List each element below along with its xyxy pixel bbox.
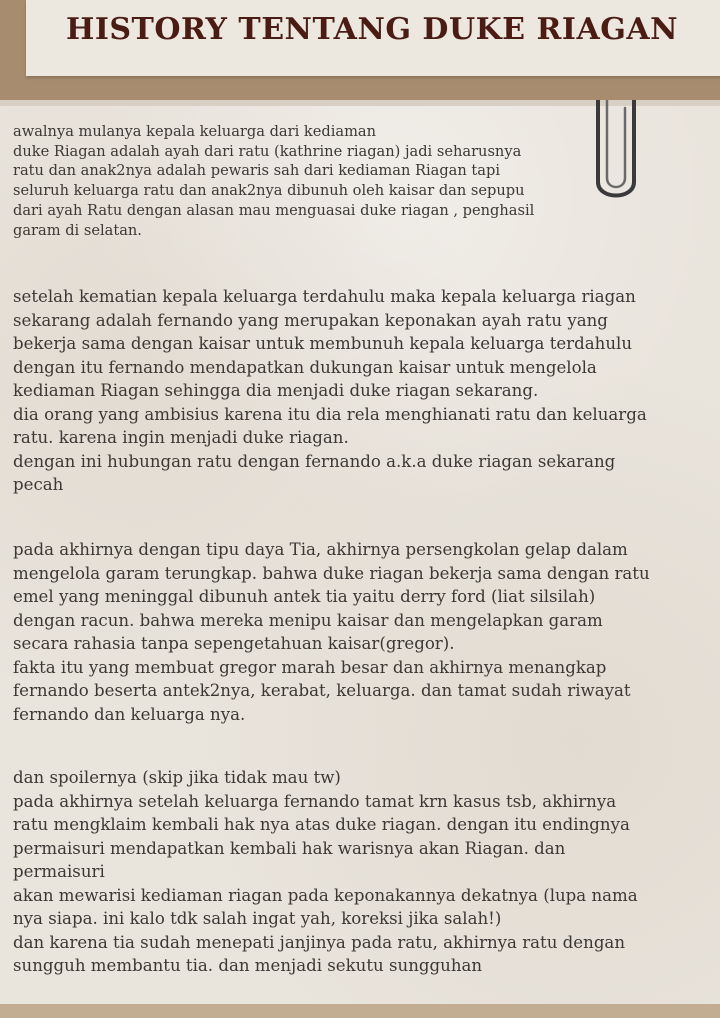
paragraph-line: fakta itu yang membuat gregor marah besar dan akhirnya menangkap: [13, 657, 607, 677]
paragraph-line: sungguh membantu tia. dan menjadi sekutu sungguhan: [13, 956, 483, 975]
intro-line: awalnya mulanya kepala keluarga dari kediaman: [13, 123, 377, 140]
intro-line: garam di selatan.: [13, 221, 142, 239]
paragraph-line: pada akhirnya setelah keluarga fernando tamat krn kasus tsb, akhirnya: [13, 791, 617, 811]
paragraph-line: secara rahasia tanpa sepengetahuan kaisar(gregor).: [13, 634, 455, 653]
paragraph-line: dan karena tia sudah menepati janjinya pada ratu, akhirnya ratu dengan: [13, 932, 626, 952]
paragraph-line: fernando beserta antek2nya, kerabat, keluarga. dan tamat sudah riwayat: [13, 681, 631, 700]
paragraph-line: setelah kematian kepala keluarga terdahulu maka kepala keluarga riagan: [13, 287, 636, 306]
paragraph-line: dengan racun. bahwa mereka menipu kaisar dan mengelapkan garam: [13, 610, 603, 630]
intro-line: duke Riagan adalah ayah dari ratu (kathrine riagan) jadi seharusnya: [13, 142, 522, 160]
paragraph-line: dengan ini hubungan ratu dengan fernando a.k.a duke riagan sekarang: [13, 451, 616, 471]
paragraph-fernando: [13, 285, 713, 497]
paragraph-line: bekerja sama dengan kaisar untuk membunuh kepala keluarga terdahulu: [13, 334, 633, 353]
paragraph-line: akan mewarisi kediaman riagan pada keponakannya dekatnya (lupa nama: [13, 885, 638, 905]
paragraph-line: dan spoilernya (skip jika tidak mau tw): [13, 768, 341, 787]
paragraph-line: sekarang adalah fernando yang merupakan keponakan ayah ratu yang: [13, 310, 608, 330]
paragraph-line: dengan itu fernando mendapatkan dukungan kaisar untuk mengelola: [13, 357, 597, 377]
intro-line: dari ayah Ratu dengan alasan mau menguasai duke riagan , penghasil: [13, 201, 535, 219]
paragraph-line: pada akhirnya dengan tipu daya Tia, akhirnya persengkolan gelap dalam: [13, 540, 628, 559]
paragraph-line: mengelola garam terungkap. bahwa duke riagan bekerja sama dengan ratu: [13, 563, 650, 583]
intro-line: seluruh keluarga ratu dan anak2nya dibunuh oleh kaisar dan sepupu: [13, 182, 525, 200]
paragraph-conspiracy: [13, 538, 713, 726]
paragraph-line: ratu. karena ingin menjadi duke riagan.: [13, 428, 349, 447]
paragraph-line: permaisuri: [13, 862, 105, 881]
paragraph-line: nya siapa. ini kalo tdk salah ingat yah, koreksi jika salah!): [13, 909, 502, 928]
paperclip-icon: [588, 100, 644, 210]
intro-line: ratu dan anak2nya adalah pewaris sah dari kediaman Riagan tapi: [13, 162, 500, 180]
paragraph-line: dia orang yang ambisius karena itu dia rela menghianati ratu dan keluarga: [13, 404, 647, 424]
paragraph-line: pecah: [13, 475, 64, 494]
page-title: HISTORY TENTANG DUKE RIAGAN: [66, 12, 679, 47]
bottom-edge: [0, 1004, 720, 1018]
paragraph-line: emel yang meninggal dibunuh antek tia yaitu derry ford (liat silsilah): [13, 587, 596, 606]
paragraph-line: fernando dan keluarga nya.: [13, 704, 246, 724]
paragraph-line: kediaman Riagan sehingga dia menjadi duke riagan sekarang.: [13, 381, 539, 400]
paragraph-spoiler: [13, 766, 713, 978]
paragraph-line: ratu mengklaim kembali hak nya atas duke riagan. dengan itu endingnya: [13, 815, 630, 834]
paragraph-line: permaisuri mendapatkan kembali hak warisnya akan Riagan. dan: [13, 838, 566, 858]
intro-paragraph: [13, 122, 573, 240]
